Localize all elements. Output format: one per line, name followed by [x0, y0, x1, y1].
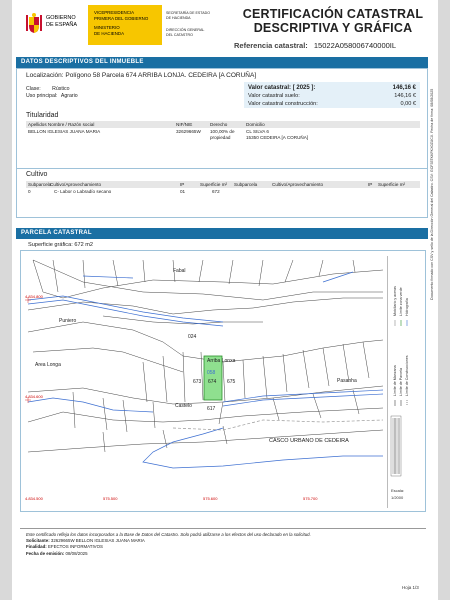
map-label: Puniero — [59, 318, 77, 324]
fecha-value: 08/08/2025 — [65, 550, 88, 556]
ministry-line: VICEPRESIDENCIA — [94, 10, 135, 15]
ministry-line: MINISTERIO — [94, 25, 120, 31]
clase-label: Clase: — [26, 86, 41, 92]
ministry-line: DE HACIENDA — [94, 30, 125, 36]
titular-nif: 32629665W — [176, 129, 201, 134]
parcel-number: 674 — [208, 379, 217, 385]
finalidad-value: EFECTOS INFORMATIVOS — [47, 544, 103, 550]
header-cell: NIF/NIE — [176, 122, 193, 127]
header-cell: IP — [368, 182, 373, 187]
footer — [26, 532, 420, 557]
cultivo-tipo: C- Labor o Labradío secano — [54, 189, 112, 194]
uso-value: Agrario — [60, 93, 78, 99]
map-label: Castelo — [175, 403, 192, 409]
constr-label: Valor catastral construcción: — [248, 101, 318, 107]
loc-value: Polígono 58 Parcela 674 ARRIBA LONJA. CEDEIRA [A CORUÑA] — [65, 72, 257, 79]
legend-item: Límite de Construcciones — [405, 355, 409, 396]
map-label: Area Longa — [35, 362, 61, 368]
legend-item: Límite de Manzana — [393, 365, 397, 396]
table-row — [26, 188, 420, 198]
uso-principal — [26, 93, 78, 99]
suelo-row — [248, 92, 416, 100]
table-row — [26, 128, 420, 148]
secretaria-text — [166, 11, 226, 37]
page-number: Hoja 1/3 — [402, 585, 419, 590]
coord-label: 4.834.800 — [25, 294, 43, 299]
sup-value: 672 m2 — [74, 242, 94, 248]
grid-crosses — [25, 297, 31, 403]
header-cell: IP — [180, 182, 185, 187]
parcel-map — [20, 250, 426, 512]
cadastral-map-svg — [23, 252, 383, 512]
coord-label: 575.700 — [303, 496, 318, 501]
coord-label: 575.500 — [103, 496, 118, 501]
map-legend — [387, 256, 423, 508]
certificate-page — [12, 0, 438, 600]
legend-item: Mobiliario y aceras — [393, 286, 397, 316]
legend-item: Límite zona verde — [399, 287, 403, 316]
direction-line: DEL CATASTRO — [166, 32, 193, 37]
legend-svg — [388, 256, 424, 508]
header-cell: Cultivo/Aprovechamiento — [50, 182, 102, 187]
finalidad-label: Finalidad: — [26, 544, 47, 550]
localizacion — [26, 72, 256, 79]
map-label: Fabal — [173, 268, 186, 274]
legend-item: Límite de Parcela — [399, 368, 403, 396]
valor-label: Valor catastral: [ 2025 ]: — [248, 85, 316, 91]
secret-line: DE HACIENDA — [166, 15, 191, 20]
ministry-line: PRIMERA DEL GOBIERNO — [94, 15, 149, 21]
map-label: CASCO URBANO DE CEDEIRA — [269, 438, 349, 444]
header-cell: Domicilio — [246, 122, 265, 127]
header — [20, 5, 430, 53]
table-header — [26, 121, 420, 128]
gobierno-logo — [20, 5, 80, 45]
escala-value: 1/2000 — [391, 495, 404, 500]
csv-side-note: Documento firmado con CSV y sello de la Dirección General del Catastro. CSV: GCF35TKKFKX0ZUCX. Fecha de firma: 08/08/2025 — [430, 88, 434, 300]
coord-label: 4.834.600 — [25, 394, 43, 399]
ref-value: 15022A058006740000IL — [313, 41, 397, 50]
cultivo-ip: 01 — [180, 189, 186, 194]
document-title — [236, 7, 430, 35]
cultivo-superficie: 672 — [212, 189, 220, 194]
solicitante-value: 32629665W BELLON IGLESIAS JUANA MARIA — [50, 538, 145, 544]
escala-label: Escala: — [391, 488, 405, 493]
construccion-row — [248, 100, 416, 108]
coord-label: 4.834.500 — [25, 496, 43, 501]
valor-catastral-box — [244, 82, 420, 108]
titular-name: BELLON IGLESIAS JUANA MARIA — [28, 129, 101, 134]
direction-line: DIRECCIÓN GENERAL — [166, 28, 205, 33]
map-label: Pasanha — [337, 378, 357, 384]
fecha-emision — [26, 551, 420, 557]
header-cell: Subparcela — [234, 182, 258, 187]
header-cell: Cultivo/Aprovechamiento — [272, 182, 324, 187]
header-cell: Apellidos Nombre / Razón social — [28, 122, 95, 127]
cultivo-subparcela: 0 — [28, 189, 31, 194]
cultivo-table — [26, 181, 420, 199]
header-cell: Superficie m² — [200, 182, 228, 187]
map-label: Arriba Lonxa — [207, 358, 236, 364]
fecha-label: Fecha de emisión: — [26, 550, 65, 556]
parcel-number: 617 — [207, 406, 216, 412]
legend-item: Hidrografía — [405, 298, 409, 316]
gob-line: GOBIERNO — [46, 15, 76, 21]
table-header — [26, 181, 420, 188]
parcel-number: 058 — [207, 370, 216, 376]
uso-label: Uso principal: — [26, 93, 58, 99]
title-line: CERTIFICACIÓN CATASTRAL — [242, 7, 424, 21]
titularidad-heading: Titularidad — [26, 112, 59, 119]
parcel-number: 024 — [188, 334, 197, 340]
titularidad-table — [26, 121, 420, 151]
titular-derecho: propiedad — [210, 135, 231, 140]
secret-line: SECRETARÍA DE ESTADO — [166, 11, 210, 15]
parcel-number: 673 — [193, 379, 202, 385]
gobierno-text — [46, 15, 77, 28]
constr-value: 0,00 € — [400, 101, 416, 107]
referencia-catastral — [234, 41, 434, 50]
suelo-label: Valor catastral suelo: — [248, 93, 300, 99]
coat-of-arms-icon — [26, 13, 42, 35]
ref-label: Referencia catastral: — [234, 41, 308, 50]
section-bar-parcela: PARCELA CATASTRAL — [16, 228, 428, 239]
titular-derecho: 100,00% de — [210, 129, 235, 134]
coord-label: 575.600 — [203, 496, 218, 501]
sup-label: Superficie gráfica: — [28, 242, 73, 248]
footer-divider — [20, 528, 426, 529]
suelo-value: 146,16 € — [394, 93, 416, 99]
titular-domicilio: 15350 CEDEIRA [A CORUÑA] — [246, 135, 309, 140]
gob-line: DE ESPAÑA — [46, 21, 78, 28]
header-cell: Derecho — [210, 122, 228, 127]
loc-label: Localización: — [26, 72, 64, 79]
disclaimer: Este certificado refleja los datos incorporados a la Base de Datos del Catastro. Solo podrá utilizarse a los efectos del uso declarado en la solicitud. — [26, 532, 311, 537]
title-line: DESCRIPTIVA Y GRÁFICA — [253, 21, 413, 35]
valor-value: 146,16 € — [392, 85, 416, 91]
solicitante-label: Solicitante: — [26, 538, 50, 544]
header-cell: Subparcela — [28, 182, 52, 187]
header-cell: Superficie m² — [378, 182, 406, 187]
section-bar-inmueble: DATOS DESCRIPTIVOS DEL INMUEBLE — [16, 57, 428, 68]
parcel-number: 675 — [227, 379, 236, 385]
clase — [26, 86, 69, 92]
urban-limit — [173, 420, 383, 430]
superficie-grafica — [28, 242, 93, 248]
cultivo-heading: Cultivo — [26, 171, 48, 178]
titular-domicilio: CL SILVA 6 — [246, 129, 269, 134]
ministry-banner — [88, 5, 162, 45]
clase-value: Rústico — [52, 86, 70, 92]
valor-row — [248, 84, 416, 92]
